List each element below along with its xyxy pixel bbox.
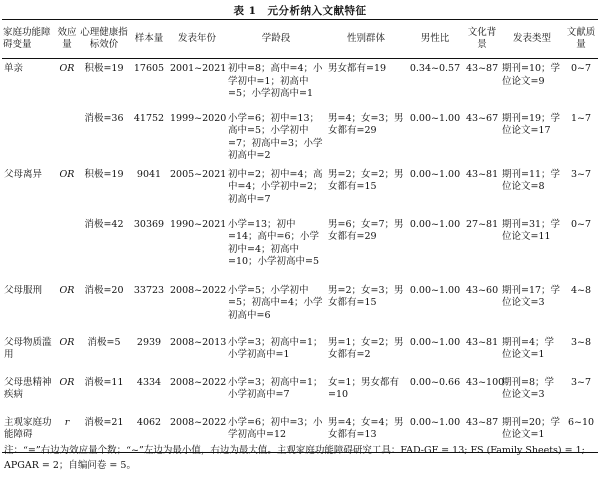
table-row: [2, 59, 598, 111]
cell-year: 1990~2021: [170, 218, 227, 230]
cell-family: 父母离异: [4, 168, 43, 180]
cell-family: 父母患精神疾病: [4, 376, 52, 400]
cell-pubtype: 期刊=20；学位论文=1: [500, 413, 564, 453]
cell-male: 0.00~1.00: [409, 112, 461, 124]
cell-effect: [56, 111, 78, 165]
cell-age: 小学=3；初高中=1；小学初高中=1: [228, 336, 323, 360]
cell-year: 2005~2021: [170, 168, 227, 180]
literature-table: [2, 19, 598, 453]
cell-age: 小学=6；初中=3；小学初高中=12: [226, 413, 326, 453]
cell-pubtype: 期刊=8；学位论文=3: [502, 376, 555, 400]
cell-male: 0.00~1.00: [409, 336, 461, 348]
cell-family: 主观家庭功能障碍: [2, 413, 56, 453]
cell-age: 小学=13；初中=14；高中=6；小学初中=4；初高中=10；小学初高中=5: [228, 218, 320, 267]
cell-male: 0.34~0.57: [409, 63, 461, 74]
table-caption: 表 1 元分析纳入文献特征: [233, 5, 367, 17]
cell-mental: 消极=21: [78, 413, 130, 453]
cell-gender: 男=1；女=2；男女都有=2: [328, 336, 404, 360]
cell-male: 0.00~1.00: [406, 413, 464, 453]
cell-gender: 男=2；女=3；男女都有=15: [328, 284, 404, 308]
cell-culture: 43~67: [466, 112, 499, 124]
header-pubtype: 发表类型: [500, 20, 564, 59]
cell-mental: 消极=20: [84, 284, 124, 296]
cell-pubtype: 期刊=17；学位论文=3: [502, 284, 561, 308]
cell-sample: 9041: [136, 168, 162, 180]
header-year: 发表年份: [168, 20, 226, 59]
cell-male: 0.00~1.00: [409, 218, 461, 230]
cell-gender: 男=4；女=3；男女都有=29: [328, 112, 404, 136]
cell-year: 2008~2022: [168, 413, 226, 453]
cell-gender: 男=6；女=7；男女都有=29: [328, 218, 404, 242]
cell-effect: OR: [59, 336, 75, 348]
cell-mental: 消极=42: [84, 218, 124, 230]
cell-sample: 33723: [133, 284, 165, 296]
cell-quality: 3~8: [570, 336, 592, 348]
cell-gender: 女=1；男女都有=10: [328, 376, 400, 400]
cell-culture: 43~87: [466, 63, 499, 74]
table-row: [2, 217, 598, 281]
cell-family: 父母服刑: [4, 284, 43, 296]
cell-year: 1999~2020: [170, 112, 227, 124]
cell-effect: [56, 217, 78, 281]
cell-gender: 男女都有=19: [328, 63, 387, 74]
cell-quality: 1~7: [570, 112, 592, 124]
cell-mental: 消极=11: [84, 376, 124, 388]
cell-mental: 消极=36: [84, 112, 124, 124]
cell-year: 2008~2022: [170, 376, 227, 388]
cell-quality: 3~7: [570, 376, 592, 388]
cell-culture: 43~60: [466, 284, 499, 296]
cell-year: 2008~2022: [170, 284, 227, 296]
cell-pubtype: 期刊=4；学位论文=1: [502, 336, 555, 360]
header-sample: 样本量: [130, 20, 168, 59]
cell-gender: 男=2；女=2；男女都有=15: [328, 168, 404, 192]
cell-mental: 消极=5: [87, 336, 121, 348]
cell-quality: 0~7: [570, 218, 592, 230]
cell-quality: 0~7: [570, 63, 592, 74]
cell-pubtype: 期刊=19；学位论文=17: [502, 112, 561, 136]
cell-quality: 3~7: [570, 168, 592, 180]
cell-sample: 17605: [133, 63, 165, 74]
cell-effect: OR: [59, 376, 75, 388]
cell-sample: 30369: [133, 218, 165, 230]
cell-quality: 6~10: [564, 413, 598, 453]
table-row: [2, 281, 598, 333]
table-row: [2, 333, 598, 373]
header-quality: 文献质量: [564, 20, 598, 59]
cell-year: 2001~2021: [170, 63, 227, 74]
table-row: [2, 111, 598, 165]
cell-age: 初中=2；初中=4；高中=4；小学初中=2；初高中=7: [228, 168, 323, 205]
header-age: 学龄段: [226, 20, 326, 59]
cell-effect: r: [56, 413, 78, 453]
cell-age: 小学=3；初高中=1；小学初高中=7: [228, 376, 323, 400]
cell-family: [2, 111, 56, 165]
cell-culture: 43~81: [466, 336, 499, 348]
cell-sample: 2939: [136, 336, 162, 348]
cell-sample: 4062: [130, 413, 168, 453]
cell-culture: 43~100: [466, 376, 505, 388]
cell-family: 父母物质滥用: [4, 336, 52, 360]
cell-family: [2, 217, 56, 281]
cell-pubtype: 期刊=31；学位论文=11: [502, 218, 561, 242]
header-culture: 文化背景: [464, 20, 500, 59]
cell-effect: OR: [59, 284, 75, 296]
cell-age: 小学=6；初中=13；高中=5；小学初中=7；初高中=3；小学初高中=2: [228, 112, 323, 161]
cell-family: 单亲: [4, 63, 24, 74]
cell-male: 0.00~0.66: [409, 376, 461, 388]
table-note: 注：“=”右边为效应量个数；“~”左边为最小值，右边为最大值。主观家庭功能障碍研究工具：FAD-GF = 13; FS (Family Sheets) = 1; APGAR = 2；自编问卷 = 5。: [4, 445, 585, 471]
cell-age: 初中=8；高中=4；小学初中=1；初高中=5；小学初高中=1: [228, 63, 323, 99]
cell-pubtype: 期刊=10；学位论文=9: [502, 63, 561, 87]
cell-pubtype: 期刊=11；学位论文=8: [502, 168, 561, 192]
cell-gender: 男=4；女=4；男女都有=13: [326, 413, 406, 453]
header-family: 家庭功能障碍变量: [2, 20, 56, 59]
cell-male: 0.00~1.00: [409, 284, 461, 296]
cell-culture: 43~87: [464, 413, 500, 453]
cell-age: 小学=5；小学初中=5；初高中=4；小学初高中=6: [228, 284, 323, 321]
cell-culture: 27~81: [466, 218, 499, 230]
cell-mental: 积极=19: [84, 63, 124, 74]
cell-sample: 41752: [133, 112, 165, 124]
cell-culture: 43~81: [466, 168, 499, 180]
header-male: 男性比: [406, 20, 464, 59]
cell-effect: OR: [59, 63, 75, 74]
table-row: [2, 373, 598, 413]
header-mental: 心理健康指标效价: [78, 20, 130, 59]
cell-year: 2008~2013: [170, 336, 227, 348]
cell-sample: 4334: [136, 376, 162, 388]
cell-mental: 积极=19: [84, 168, 124, 180]
cell-quality: 4~8: [570, 284, 592, 296]
cell-male: 0.00~1.00: [409, 168, 461, 180]
header-gender: 性别群体: [326, 20, 406, 59]
table-row: [2, 165, 598, 217]
header-effect: 效应量: [56, 20, 78, 59]
cell-effect: OR: [59, 168, 75, 180]
header-row: [2, 20, 598, 59]
